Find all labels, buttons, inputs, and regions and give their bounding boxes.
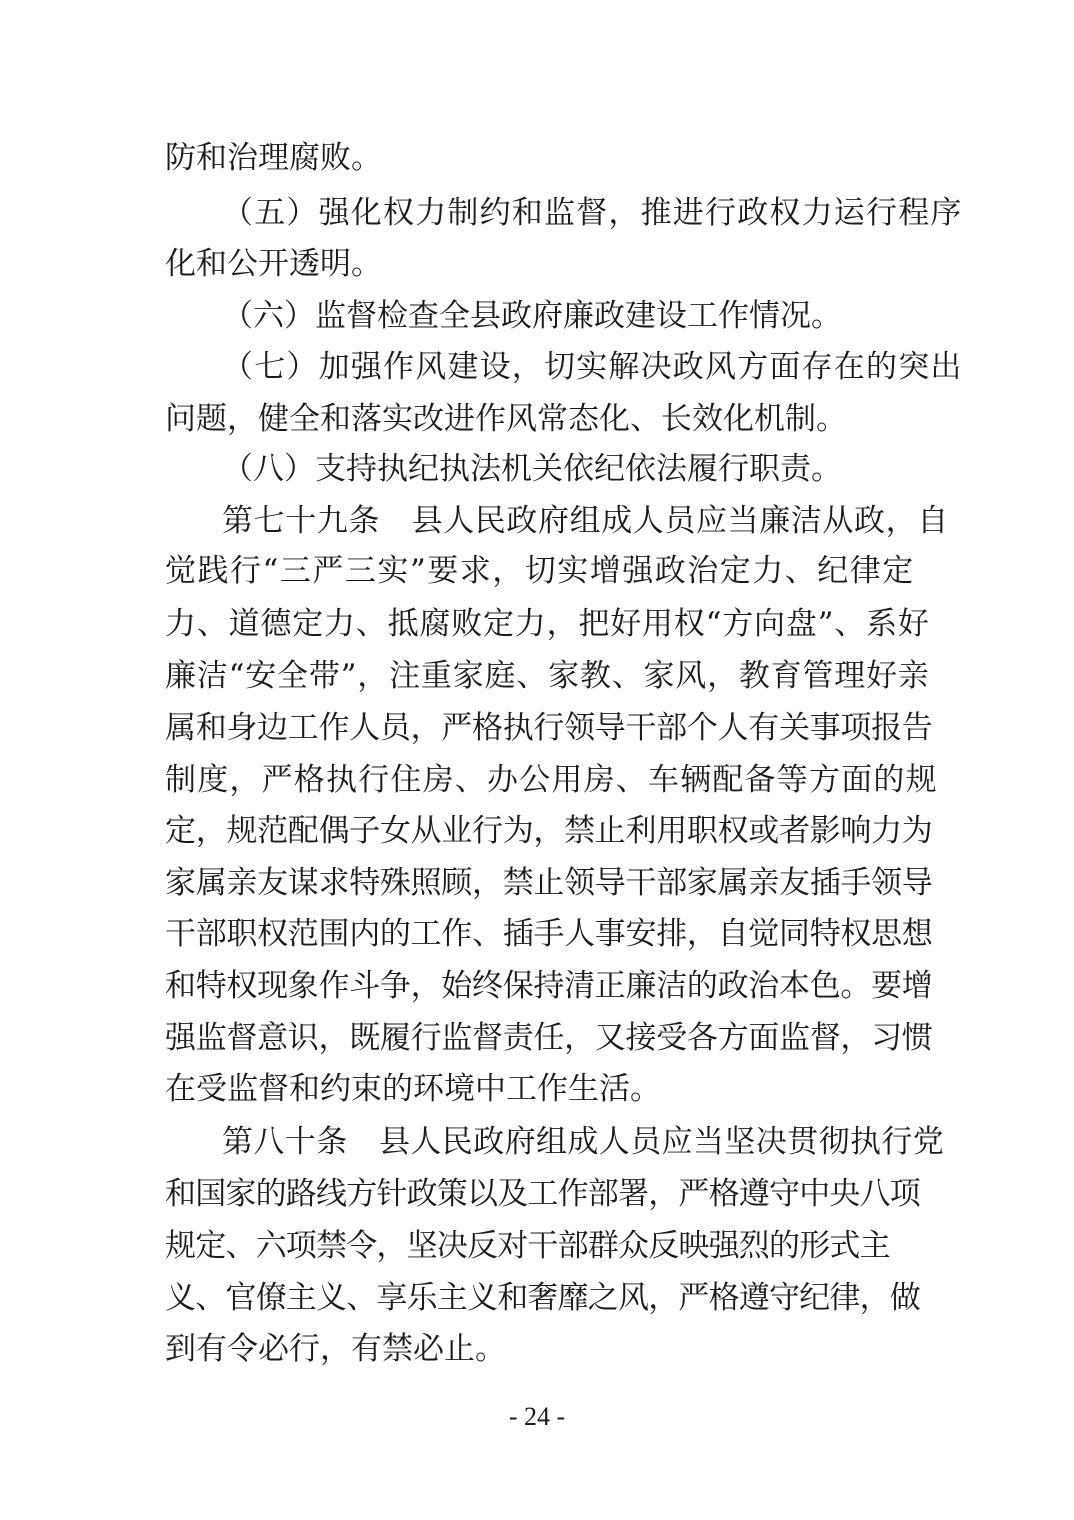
text-line-2: （五）强化权力制约和监督，推进行政权力运行程序: [222, 195, 963, 231]
text-line-16: 干部职权范围内的工作、插手人事安排，自觉同特权思想: [165, 916, 933, 952]
text-line-23: 义、官僚主义、享乐主义和奢靡之风，严格遵守纪律，做: [165, 1280, 920, 1316]
text-line-11: 廉洁“安全带”，注重家庭、家教、家风，教育管理好亲: [165, 658, 930, 694]
text-line-8: 第七十九条 县人民政府组成人员应当廉洁从政，自: [222, 503, 949, 539]
text-line-7: （八）支持执纪执法机关依纪依法履行职责。: [222, 451, 842, 487]
page-number: - 24 -: [508, 1402, 566, 1431]
text-line-19: 在受监督和约束的环境中工作生活。: [165, 1071, 661, 1107]
text-line-9: 觉践行“三严三实”要求，切实增强政治定力、纪律定: [165, 553, 915, 589]
text-line-14: 定，规范配偶子女从业行为，禁止利用职权或者影响力为: [165, 813, 933, 849]
text-line-15: 家属亲友谋求特殊照顾，禁止领导干部家属亲友插手领导: [165, 865, 933, 901]
text-line-24: 到有令必行，有禁必止。: [165, 1331, 506, 1367]
text-line-18: 强监督意识，既履行监督责任，又接受各方面监督，习惯: [165, 1020, 933, 1056]
text-line-12: 属和身边工作人员，严格执行领导干部个人有关事项报告: [165, 710, 933, 746]
text-line-22: 规定、六项禁令，坚决反对干部群众反映强烈的形式主: [165, 1228, 890, 1264]
text-line-5: （七）加强作风建设，切实解决政风方面存在的突出: [222, 349, 963, 385]
text-line-10: 力、道德定力、抵腐败定力，把好用权“方向盘”、系好: [165, 606, 930, 642]
text-line-1: 防和治理腐败。: [165, 140, 382, 176]
text-line-3: 化和公开透明。: [165, 246, 382, 282]
text-line-20: 第八十条 县人民政府组成人员应当坚决贯彻执行党: [222, 1124, 945, 1160]
text-line-17: 和特权现象作斗争，始终保持清正廉洁的政治本色。要增: [165, 968, 933, 1004]
text-line-13: 制度，严格执行住房、办公用房、车辆配备等方面的规: [165, 762, 938, 798]
text-line-4: （六）监督检查全县政府廉政建设工作情况。: [222, 298, 842, 334]
text-line-6: 问题，健全和落实改进作风常态化、长效化机制。: [165, 401, 847, 437]
text-line-21: 和国家的路线方针政策以及工作部署，严格遵守中央八项: [165, 1176, 920, 1212]
